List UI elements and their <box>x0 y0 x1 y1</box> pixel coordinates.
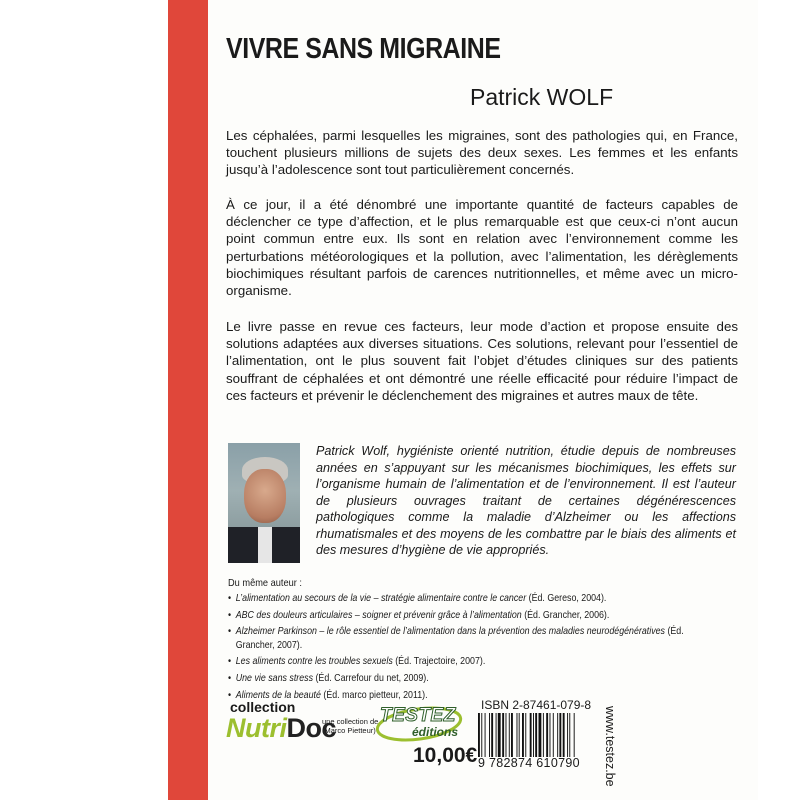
barcode-bar <box>481 713 482 757</box>
price: 10,00€ <box>413 744 478 767</box>
work-info: (Éd. Carrefour du net, 2009). <box>313 672 429 684</box>
barcode-bar <box>489 713 490 757</box>
nutridoc-logo-nutri: Nutri <box>226 713 287 743</box>
barcode-bar <box>535 713 537 757</box>
work-title: Aliments de la beauté <box>235 689 321 701</box>
blurb-paragraph-3: Le livre passe en revue ces facteurs, leur mode d’action et propose ensuite des solutions adaptées aux diverses situations. Ces solutions, relevant pour l’essentiel de l’alimentation, ont le plus souvent fait l’objet d’études cliniques sur des patients souffrant de céphalées et ont démontré une réelle efficacité pour réduire l’impact de ces facteurs et prévenir le déclenchement des migraines et autres maux de tête. <box>226 319 738 403</box>
list-item <box>228 625 710 652</box>
barcode-bar <box>559 713 561 757</box>
barcode-bar <box>563 713 565 757</box>
author-name: Patrick WOLF <box>470 84 614 110</box>
author-photo-face <box>244 469 286 523</box>
blurb-paragraph-2: À ce jour, il a été dénombré une importante quantité de facteurs capables de déclencher ce type d’affection, et le plus remarquable est que ceux-ci n’ont aucun point commun entre eux. Ils sont en relation avec l’environnement comme les perturbations météorologiques et la pollution, avec l’alimentation, les dérèglements biochimiques résultant parfois de carences nutritionnelles, et même avec un micro-organisme. <box>226 197 738 299</box>
barcode-bar <box>478 713 480 757</box>
nutridoc-logo-doc: Doc <box>286 713 337 743</box>
barcode-bar <box>569 713 570 757</box>
book-title: VIVRE SANS MIGRAINE <box>226 33 501 65</box>
works-list <box>228 592 710 705</box>
barcode-bar <box>533 713 534 757</box>
barcode-bar <box>539 713 542 757</box>
publisher-logo: TESTEZ <box>380 705 456 726</box>
work-title: Alzheimer Parkinson – le rôle essentiel de l’alimentation dans la prévention des maladies neurodégénératives <box>235 626 665 638</box>
blurb-paragraph-1: Les céphalées, parmi lesquelles les migraines, sont des pathologies qui, en France, touchent plusieurs millions de sujets des deux sexes. Les femmes et les enfants jusqu’à l’adolescence sont tout particulièrement concernés. <box>226 128 738 178</box>
barcode-bar <box>491 713 493 757</box>
barcode-bar <box>567 713 568 757</box>
collection-note: une collection de (Marco Pietteur) <box>322 717 379 735</box>
barcode-bar <box>506 713 507 757</box>
barcode-icon <box>478 713 578 757</box>
barcode-bar <box>485 713 486 757</box>
author-bio: Patrick Wolf, hygiéniste orienté nutrition, étudie depuis de nombreuses années en s’appuyant sur les mécanismes biochimiques, les effets sur l’organisme humain de l’alimentation et de l’environnement. Il est l’auteur de plusieurs ouvrages traitant de certaines dégénérescences pathologiques comme la maladie d’Alzheimer ou les affections rhumatismales et des moyens de les combattre par le biais des aliments et des mesures d’hygiène de vie appropriés. <box>316 444 736 557</box>
spine-red-band <box>168 0 208 800</box>
barcode-bar <box>496 713 497 757</box>
list-item <box>228 592 710 606</box>
list-item <box>228 689 710 703</box>
barcode-number: 9 782874 610790 <box>478 756 580 770</box>
isbn: ISBN 2-87461-079-8 <box>481 698 592 712</box>
list-item <box>228 655 710 669</box>
work-info: (Éd. marco pietteur, 2011). <box>320 689 428 701</box>
barcode-bar <box>557 713 558 757</box>
barcode-bar <box>550 713 551 757</box>
work-info: (Éd. Gereso, 2004). <box>526 593 607 604</box>
author-photo-shirt <box>258 527 272 563</box>
work-info: (Éd. Trajectoire, 2007). <box>392 656 486 668</box>
nutridoc-logo <box>226 713 336 744</box>
work-info: (Éd. Grancher, 2007). <box>235 626 684 651</box>
barcode-bar <box>519 713 520 757</box>
barcode-bar <box>574 713 575 757</box>
barcode-bar <box>530 713 532 757</box>
website-vertical <box>603 706 617 787</box>
barcode-bar <box>509 713 510 757</box>
work-title: Une vie sans stress <box>235 672 314 684</box>
barcode-bar <box>517 713 518 757</box>
work-title: ABC des douleurs articulaires – soigner et prévenir grâce à l’alimentation <box>235 609 522 621</box>
barcode-bar <box>502 713 504 757</box>
list-item <box>228 672 710 686</box>
barcode-bar <box>511 713 513 757</box>
barcode-bar <box>522 713 524 757</box>
barcode-bar <box>525 713 526 757</box>
barcode-bar <box>543 713 544 757</box>
publisher-sub: éditions <box>412 725 459 739</box>
website-url[interactable]: www.testez.be <box>603 706 617 787</box>
work-title: L’alimentation au secours de la vie – stratégie alimentaire contre le cancer <box>235 593 527 604</box>
collection-label: collection <box>230 699 296 715</box>
barcode-bar <box>546 713 548 757</box>
work-info: (Éd. Grancher, 2006). <box>521 609 610 621</box>
author-photo <box>228 443 300 563</box>
same-author-heading: Du même auteur : <box>228 577 302 589</box>
barcode-bar <box>498 713 501 757</box>
work-title: Les aliments contre les troubles sexuels <box>235 656 393 668</box>
barcode-bar <box>553 713 554 757</box>
list-item <box>228 609 710 623</box>
